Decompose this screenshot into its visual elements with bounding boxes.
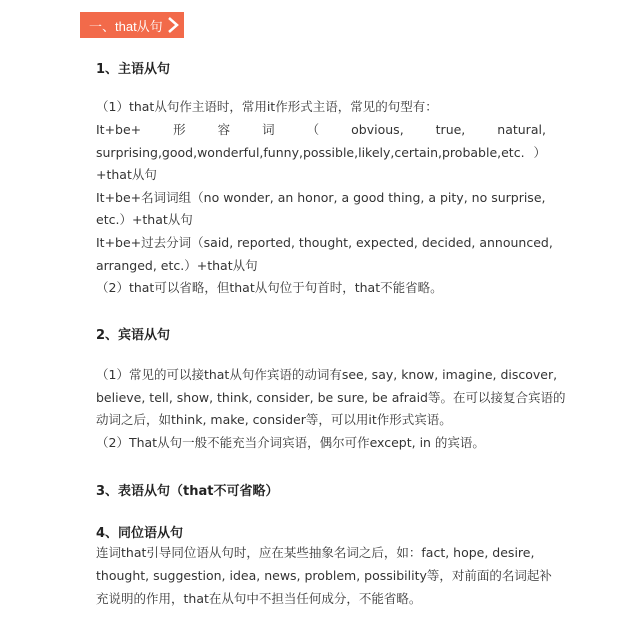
subject-line-2: It+be+ 形 容 词 （ obvious, true, natural, [96,122,546,137]
object-line-2: believe, tell, show, think, consider, be sure, be afraid等。在可以接复合宾语的 [96,390,566,405]
section-tag-label: 一、that从句 [89,18,163,34]
subject-line-8: arranged, etc.）+that从句 [96,258,258,273]
subject-line-1: （1）that从句作主语时，常用it作形式主语，常见的句型有： [96,99,438,114]
subject-line-6: etc.）+that从句 [96,212,193,227]
chevron-right-icon [166,16,180,34]
heading-subject-clause: 1、主语从句 [96,62,171,77]
heading-predicative-clause: 3、表语从句（that不可省略） [96,484,279,499]
subject-line-4: +that从句 [96,167,157,182]
subject-line-9: （2）that可以省略，但that从句位于句首时，that不能省略。 [96,280,443,295]
subject-line-5: It+be+名词词组（no wonder, an honor, a good thing, a pity, no surprise, [96,190,546,205]
object-line-4: （2）That从句一般不能充当介词宾语，偶尔可作except, in 的宾语。 [96,435,485,450]
subject-line-7: It+be+过去分词（said, reported, thought, expected, decided, announced, [96,235,553,250]
heading-object-clause: 2、宾语从句 [96,328,171,343]
appositive-line-3: 充说明的作用，that在从句中不担当任何成分，不能省略。 [96,591,422,606]
object-line-3: 动词之后，如think, make, consider等，可以用it作形式宾语。 [96,412,452,427]
heading-appositive-clause: 4、同位语从句 [96,526,184,541]
section-tag [80,12,184,38]
appositive-line-1: 连词that引导同位语从句时，应在某些抽象名词之后，如：fact, hope, desire, [96,545,535,560]
appositive-line-2: thought, suggestion, idea, news, problem, possibility等，对前面的名词起补 [96,568,552,583]
subject-line-3: surprising,good,wonderful,funny,possible,likely,certain,probable,etc. ） [96,145,546,160]
object-line-1: （1）常见的可以接that从句作宾语的动词有see, say, know, imagine, discover, [96,367,558,382]
